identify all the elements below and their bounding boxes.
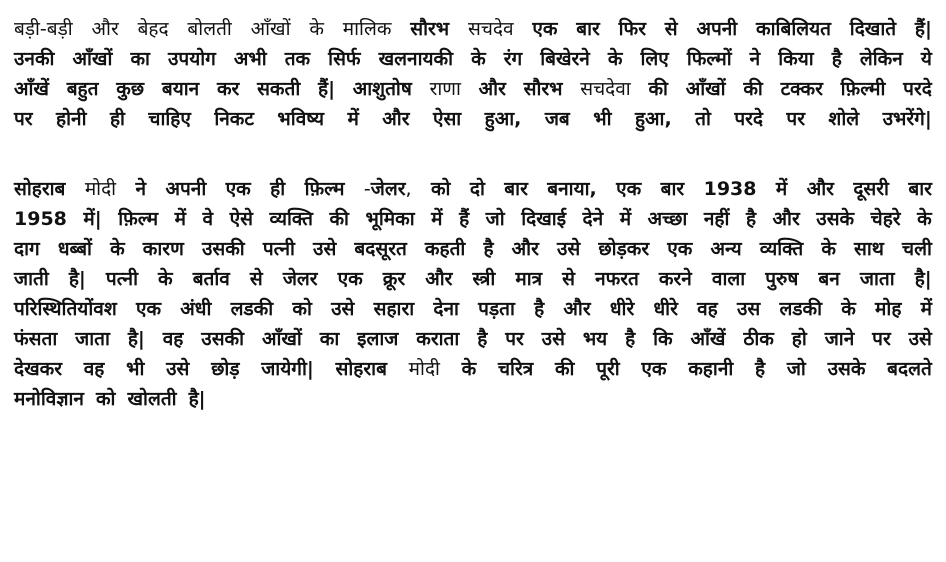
word: बर्ताव [192, 268, 230, 290]
word: जायेगी| [261, 358, 314, 380]
word: है [755, 358, 766, 380]
word: और [806, 178, 834, 200]
word: चली [902, 238, 932, 260]
word: सहारा [373, 298, 415, 320]
word: फिर [618, 18, 646, 40]
word: फ़िल्म [118, 208, 159, 230]
word: में [619, 208, 632, 230]
word: पड़ता [478, 298, 515, 320]
word: के [461, 358, 477, 380]
word: होनी [56, 108, 87, 130]
word: जाता [75, 328, 110, 350]
word: एक [225, 178, 251, 200]
word: हुआ, [634, 108, 672, 130]
word: शोले [828, 108, 860, 130]
word: उभरेंगे| [882, 108, 932, 130]
text-line [14, 14, 932, 44]
text-line [14, 174, 932, 204]
word: उसे [166, 358, 190, 380]
word: बार [576, 18, 600, 40]
word: ही [109, 108, 125, 130]
word: मोदी [84, 178, 117, 200]
word: और [425, 268, 453, 290]
word: दूसरी [853, 178, 889, 200]
word: पर [505, 328, 524, 350]
word: राणा [429, 78, 461, 100]
word: एक [337, 268, 363, 290]
word: छोड़कर [598, 238, 650, 260]
word: उसे [331, 298, 355, 320]
word: मोदी [408, 358, 440, 380]
word: आँखें [690, 328, 726, 350]
word: आँखों [72, 48, 113, 70]
word: जेलर [282, 268, 318, 290]
word: का [319, 328, 340, 350]
word: है| [127, 328, 145, 350]
word: कहती [424, 238, 466, 260]
text-line [14, 44, 932, 74]
word: धीरे [653, 298, 678, 320]
word: हैं| [317, 78, 336, 100]
word: धब्बों [57, 238, 92, 260]
word: पत्नी [262, 238, 295, 260]
word: सकती [257, 78, 301, 100]
word: फंसता [14, 328, 58, 350]
word: अन्य [710, 238, 742, 260]
word: जो [485, 208, 505, 230]
word: पर [14, 108, 33, 130]
word: भूमिका [365, 208, 415, 230]
word: तो [695, 108, 711, 130]
word: नफरत [595, 268, 639, 290]
word: 1938 [703, 178, 757, 200]
word: एक [667, 238, 693, 260]
word: बार [660, 178, 685, 200]
word: में [174, 208, 186, 230]
word: हैं| [914, 18, 932, 40]
word: बेहद [137, 18, 169, 40]
word: लिए [640, 48, 669, 70]
word: एक [641, 358, 667, 380]
word: बदलते [887, 358, 932, 380]
word: सौरभ [523, 78, 563, 100]
word: में [431, 208, 443, 230]
word: अंधी [180, 298, 212, 320]
word: सोहराब [14, 178, 66, 200]
word: और [772, 208, 800, 230]
text-line [14, 204, 932, 234]
word: बार [908, 178, 932, 200]
word: उसके [816, 208, 855, 230]
word: में [347, 108, 359, 130]
word: दिखाई [521, 208, 567, 230]
word: आँखों [685, 78, 726, 100]
word: में| [83, 208, 102, 230]
word: साथ [854, 238, 884, 260]
word: हुआ, [484, 108, 522, 130]
word: उसे [556, 238, 581, 260]
text-line [14, 354, 932, 384]
text-line [14, 264, 932, 294]
word: ऐसा [432, 108, 462, 130]
word: के [607, 48, 623, 70]
word: को [95, 388, 116, 410]
word: देना [433, 298, 459, 320]
word: एक [532, 18, 558, 40]
word: है| [188, 388, 206, 410]
word: कि [653, 328, 673, 350]
word: है [625, 328, 636, 350]
word: आशुतोष [352, 78, 412, 100]
word: के [841, 298, 856, 320]
word: वे [202, 208, 214, 230]
text-line [14, 294, 932, 324]
word: को [430, 178, 451, 200]
word: और [382, 108, 410, 130]
word: सौरभ [410, 18, 450, 40]
paragraph-2 [14, 174, 932, 414]
word: सचदेव [467, 18, 514, 40]
word: मोह [875, 298, 902, 320]
word: अपनी [696, 18, 738, 40]
word: भविष्य [277, 108, 325, 130]
word: टक्कर [780, 78, 823, 100]
word: उसे [541, 328, 565, 350]
paragraph-gap [14, 134, 932, 174]
word: और [91, 18, 119, 40]
word: एक [135, 298, 162, 320]
word: स्त्री [472, 268, 496, 290]
word: की [743, 78, 763, 100]
word: के [471, 48, 486, 70]
word: के [158, 268, 173, 290]
word: निकट [214, 108, 254, 130]
word: अच्छा [647, 208, 688, 230]
word: मात्र [515, 268, 543, 290]
word: बदसूरत [354, 238, 407, 260]
word: भय [582, 328, 608, 350]
word: उसे [908, 328, 932, 350]
word: उसे [313, 238, 337, 260]
word: बहुत [66, 78, 99, 100]
word: परदे [734, 108, 763, 130]
word: ही [270, 178, 286, 200]
word: किया [778, 48, 814, 70]
word: बार [504, 178, 528, 200]
word: उस [736, 298, 761, 320]
word: बनाया, [547, 178, 597, 200]
word: है [477, 328, 488, 350]
word: व्यक्ति [269, 208, 313, 230]
word: फ़िल्म [304, 178, 345, 200]
word: आँखों [261, 328, 302, 350]
word: की [648, 78, 668, 100]
word: बड़ी-बड़ी [14, 18, 73, 40]
word: परिस्थितियोंवश [14, 298, 117, 320]
word: कराता [416, 328, 460, 350]
word: काबिलियत [756, 18, 831, 40]
word: परदे [903, 78, 932, 100]
word: कर [216, 78, 240, 100]
word: ये [920, 48, 932, 70]
word: है| [68, 268, 86, 290]
word: कारण [142, 238, 184, 260]
word: पुरुष [765, 268, 799, 290]
word: बयान [161, 78, 200, 100]
word: की [554, 358, 575, 380]
word: खलनायकी [378, 48, 454, 70]
word: तक [284, 48, 311, 70]
word: में [920, 298, 932, 320]
word: है [831, 48, 842, 70]
word: के [917, 208, 932, 230]
word: चरित्र [497, 358, 534, 380]
word: वाला [711, 268, 746, 290]
word: दो [469, 178, 485, 200]
word: सिर्फ [328, 48, 361, 70]
word: वह [162, 328, 184, 350]
text-line [14, 324, 932, 354]
word: आँखें [14, 78, 49, 100]
word: अपनी [165, 178, 207, 200]
word: खोलती [127, 388, 177, 410]
word: है [534, 298, 545, 320]
word: जब [544, 108, 570, 130]
word: देखकर [14, 358, 62, 380]
word: पूरी [596, 358, 620, 380]
word: वह [697, 298, 718, 320]
word: नहीं [703, 208, 730, 230]
word: रंग [503, 48, 523, 70]
word: पत्नी [105, 268, 138, 290]
word: और [511, 238, 539, 260]
word: चेहरे [870, 208, 901, 230]
word: जाता [859, 268, 895, 290]
word: को [292, 298, 312, 320]
word: एक [616, 178, 642, 200]
word: वह [83, 358, 105, 380]
word: 1958 [14, 208, 67, 230]
word: लेकिन [859, 48, 903, 70]
text-line [14, 104, 932, 134]
word: चाहिए [148, 108, 191, 130]
word: और [563, 298, 591, 320]
word: बोलती [187, 18, 232, 40]
word: आँखों [250, 18, 291, 40]
word: इलाज [357, 328, 399, 350]
word: देने [582, 208, 604, 230]
word: -जेलर, [363, 178, 412, 200]
word: उपयोग [167, 48, 216, 70]
word: हैं [459, 208, 470, 230]
word: उसकी [201, 238, 245, 260]
word: के [309, 18, 324, 40]
word: के [110, 238, 125, 260]
word: करने [658, 268, 692, 290]
word: लडकी [779, 298, 822, 320]
word: भी [593, 108, 612, 130]
word: से [664, 18, 678, 40]
text-line [14, 234, 932, 264]
word: का [130, 48, 150, 70]
word: जाने [824, 328, 855, 350]
word: मनोविज्ञान [14, 388, 84, 410]
word: है| [914, 268, 932, 290]
word: हो [791, 328, 807, 350]
paragraph-1 [14, 14, 932, 134]
word: भी [126, 358, 145, 380]
word: उसकी [201, 328, 245, 350]
word: सचदेवा [580, 78, 631, 100]
word: मालिक [342, 18, 392, 40]
text-line [14, 74, 932, 104]
word: की [329, 208, 349, 230]
word: है [745, 208, 757, 230]
word: कहानी [688, 358, 734, 380]
word: फ़िल्मी [840, 78, 886, 100]
word: में [775, 178, 788, 200]
document-body [14, 14, 932, 414]
word: पर [872, 328, 891, 350]
word: पर [786, 108, 805, 130]
word: और [478, 78, 506, 100]
word: व्यक्ति [759, 238, 804, 260]
word: कुछ [116, 78, 145, 100]
word: बिखेरने [540, 48, 590, 70]
word: धीरे [609, 298, 635, 320]
word: से [562, 268, 576, 290]
word: ठीक [743, 328, 774, 350]
word: दिखाते [849, 18, 897, 40]
word: उनकी [14, 48, 55, 70]
word: क्रूर [382, 268, 406, 290]
word: ने [135, 178, 147, 200]
word: जो [786, 358, 806, 380]
word: बन [818, 268, 840, 290]
text-line [14, 384, 932, 414]
word: ऐसे [229, 208, 253, 230]
word: सोहराब [335, 358, 387, 380]
word: अभी [233, 48, 267, 70]
word: है [483, 238, 494, 260]
word: दाग [14, 238, 40, 260]
word: लडकी [230, 298, 274, 320]
word: के [821, 238, 836, 260]
word: ने [749, 48, 761, 70]
word: उसके [827, 358, 866, 380]
word: छोड़ [211, 358, 240, 380]
word: से [249, 268, 263, 290]
word: जाती [14, 268, 49, 290]
word: फिल्मों [686, 48, 732, 70]
